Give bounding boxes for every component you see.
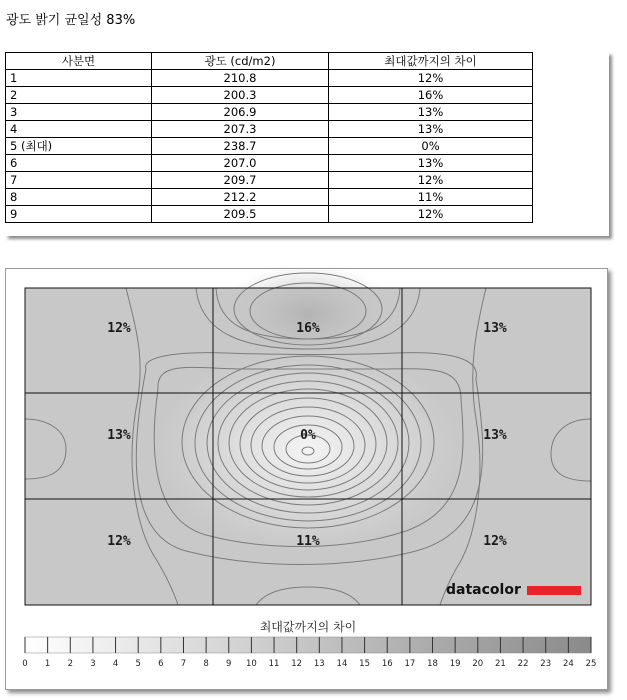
legend-tick-label: 11 — [268, 659, 280, 669]
difference-cell: 0% — [329, 138, 533, 155]
uniformity-chart — [6, 269, 607, 689]
legend-tick-label: 22 — [517, 659, 529, 669]
brand-bar — [527, 586, 581, 595]
zone-label-7: 12% — [107, 534, 131, 549]
difference-cell: 12% — [329, 206, 533, 223]
legend-tick-label: 14 — [336, 659, 348, 669]
zone-label-6: 13% — [483, 428, 507, 443]
table-row — [6, 70, 533, 87]
quadrant-cell: 9 — [6, 206, 152, 223]
table-row — [6, 121, 533, 138]
legend-tick-label: 19 — [449, 659, 461, 669]
luminance-cell: 238.7 — [152, 138, 329, 155]
legend-tick-label: 0 — [22, 659, 28, 669]
luminance-cell: 209.5 — [152, 206, 329, 223]
luminance-cell: 207.3 — [152, 121, 329, 138]
legend-tick-label: 20 — [472, 659, 484, 669]
header-quadrant: 사분면 — [6, 53, 152, 70]
quadrant-cell: 6 — [6, 155, 152, 172]
legend-tick-label: 5 — [135, 659, 141, 669]
legend-tick-label: 12 — [291, 659, 303, 669]
legend-tick-label: 1 — [44, 659, 51, 669]
zone-label-9: 12% — [483, 534, 507, 549]
legend-tick-label: 2 — [67, 659, 73, 669]
table-row — [6, 155, 533, 172]
luminance-cell: 210.8 — [152, 70, 329, 87]
legend-tick-label: 13 — [313, 659, 325, 669]
header-luminance: 광도 (cd/m2) — [152, 53, 329, 70]
table-row — [6, 172, 533, 189]
legend-tick-label: 18 — [427, 659, 438, 669]
zone-label-4: 13% — [107, 428, 131, 443]
zone-label-3: 13% — [483, 321, 507, 336]
legend-tick-label: 25 — [585, 659, 597, 669]
luminance-table-card — [5, 52, 609, 236]
legend-tick-label: 3 — [90, 659, 96, 669]
legend-tick-label: 6 — [158, 659, 164, 669]
brand-text: datacolor — [446, 582, 521, 598]
difference-cell: 13% — [329, 104, 533, 121]
quadrant-cell: 4 — [6, 121, 152, 138]
legend-tick-label: 9 — [226, 659, 232, 669]
table-row — [6, 206, 533, 223]
difference-cell: 16% — [329, 87, 533, 104]
quadrant-cell: 5 (최대) — [6, 138, 152, 155]
legend-tick-label: 21 — [495, 659, 506, 669]
table-header-row — [6, 53, 533, 70]
legend-tick-label: 4 — [112, 659, 119, 669]
page-title: 광도 밝기 균일성 83% — [6, 13, 136, 28]
difference-cell: 11% — [329, 189, 533, 206]
header-difference: 최대값까지의 차이 — [329, 53, 533, 70]
legend-tick-label: 10 — [245, 659, 257, 669]
luminance-cell: 207.0 — [152, 155, 329, 172]
luminance-cell: 212.2 — [152, 189, 329, 206]
zone-label-5: 0% — [300, 428, 316, 443]
zone-label-1: 12% — [107, 321, 131, 336]
legend-tick-label: 24 — [562, 659, 574, 669]
table-row — [6, 138, 533, 155]
legend-tick-label: 16 — [381, 659, 393, 669]
table-row — [6, 87, 533, 104]
luminance-cell: 206.9 — [152, 104, 329, 121]
quadrant-cell: 1 — [6, 70, 152, 87]
quadrant-cell: 3 — [6, 104, 152, 121]
difference-cell: 12% — [329, 70, 533, 87]
table-row — [6, 104, 533, 121]
luminance-cell: 209.7 — [152, 172, 329, 189]
uniformity-chart-card — [5, 268, 608, 690]
quadrant-cell: 2 — [6, 87, 152, 104]
zone-label-2: 16% — [296, 321, 320, 336]
center-bright-region — [148, 339, 468, 559]
difference-cell: 13% — [329, 155, 533, 172]
luminance-table — [5, 52, 533, 223]
difference-cell: 13% — [329, 121, 533, 138]
legend-tick-label: 15 — [359, 659, 371, 669]
legend-tick-label: 7 — [180, 659, 187, 669]
legend-title: 최대값까지의 차이 — [259, 620, 357, 634]
legend-tick-label: 17 — [404, 659, 416, 669]
luminance-cell: 200.3 — [152, 87, 329, 104]
difference-cell: 12% — [329, 172, 533, 189]
legend-gradient-bar — [25, 637, 591, 653]
table-row — [6, 189, 533, 206]
legend-tick-label: 23 — [540, 659, 552, 669]
quadrant-cell: 7 — [6, 172, 152, 189]
quadrant-cell: 8 — [6, 189, 152, 206]
zone-label-8: 11% — [296, 534, 320, 549]
legend-tick-label: 8 — [203, 659, 209, 669]
